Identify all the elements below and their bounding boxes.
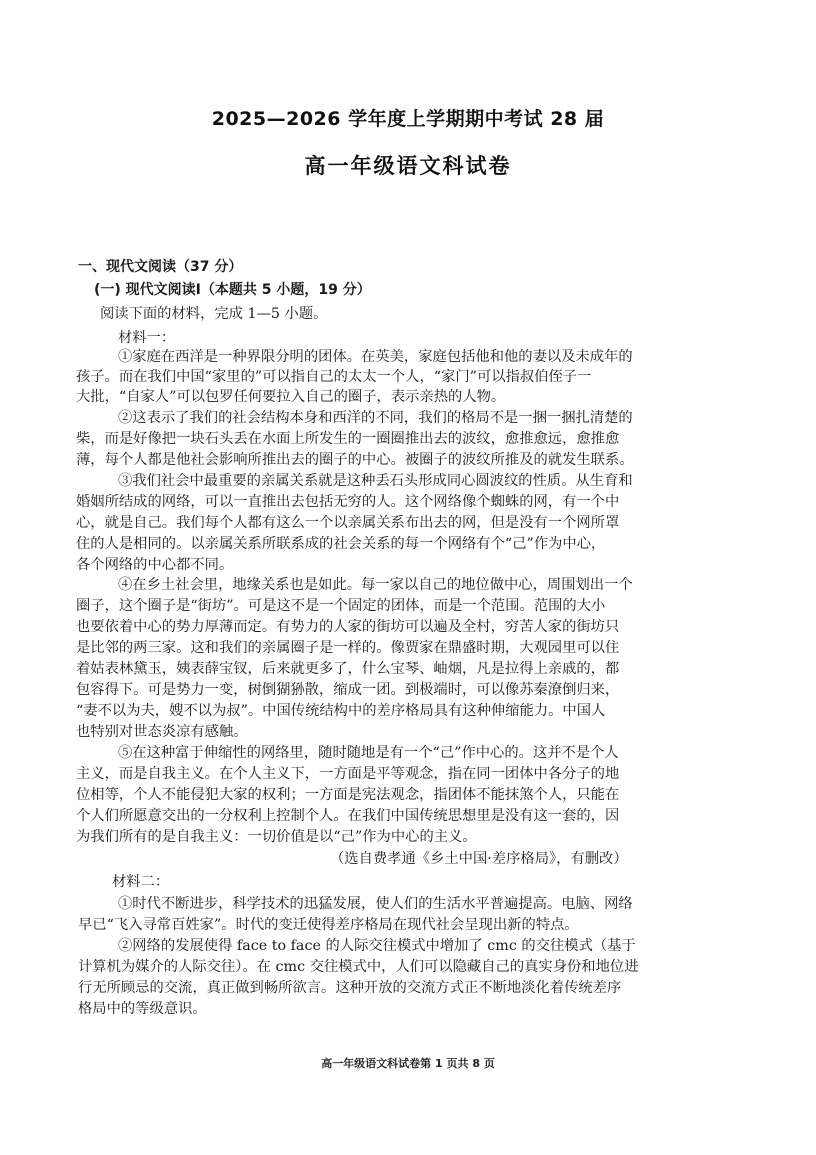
text-line: 着姑表林黛玉，姨表薛宝钗，后来就更多了，什么宝琴、岫烟，凡是拉得上亲戚的，都 [76, 661, 620, 677]
section-heading: 一、现代文阅读（37 分） [78, 259, 243, 275]
page-footer: 高一年级语文科试卷第 1 页共 8 页 [321, 1057, 495, 1070]
material-2-label: 材料二： [112, 874, 170, 890]
text-line: ⑤在这种富于伸缩性的网络里，随时随地是有一个“己”作中心的。这并不是个人 [118, 745, 619, 761]
text-line: 主义，而是自我主义。在个人主义下，一方面是平等观念，指在同一团体中各分子的地 [76, 766, 620, 782]
text-line: 婚姻所结成的网络，可以一直推出去包括无穷的人。这个网络像个蜘蛛的网，有一个中 [76, 494, 620, 510]
text-line: 各个网络的中心都不同。 [76, 557, 234, 573]
text-line: 是比邻的两三家。这和我们的亲属圈子是一样的。像贾家在鼎盛时期，大观园里可以住 [76, 640, 620, 656]
text-line: ②网络的发展使得 face to face 的人际交往模式中增加了 cmc 的交往模式（基于 [118, 938, 636, 954]
section-subheading: (一) 现代文阅读Ⅰ（本题共 5 小题，19 分） [94, 282, 371, 298]
material-1-source: （选自费孝通《乡土中国·差序格局》，有删改） [330, 851, 628, 867]
section-instruction: 阅读下面的材料，完成 1—5 小题。 [100, 306, 328, 322]
text-line: 薄，每个人都是他社会影响所推出去的圈子的中心。被圈子的波纹所推及的就发生联系。 [76, 452, 634, 468]
text-line: ④在乡土社会里，地缘关系也是如此。每一家以自己的地位做中心，周围划出一个 [118, 577, 633, 593]
text-line: 柴，而是好像把一块石头丢在水面上所发生的一圈圈推出去的波纹，愈推愈远，愈推愈 [76, 431, 620, 447]
text-line: 计算机为媒介的人际交往）。在 cmc 交往模式中，人们可以隐藏自己的真实身份和地位进 [78, 959, 639, 975]
text-line: 也特别对世态炎凉有感触。 [76, 724, 248, 740]
text-line: 为我们所有的是自我主义：一切价值是以“己”作为中心的主义。 [76, 829, 477, 845]
text-line: 住的人是相同的。以亲属关系所联系成的社会关系的每一个网络有个“己”作为中心， [76, 536, 606, 552]
text-line: 位相等，个人不能侵犯大家的权利；一方面是宪法观念，指团体不能抹煞个人，只能在 [76, 787, 620, 803]
text-line: 孩子。而在我们中国“家里的”可以指自己的太太一个人，“家门”可以指叔伯侄子一 [76, 369, 592, 385]
material-1-label: 材料一： [118, 330, 176, 346]
text-line: 包容得下。可是势力一变，树倒猢狲散，缩成一团。到极端时，可以像苏秦潦倒归来， [76, 682, 620, 698]
text-line: ③我们社会中最重要的亲属关系就是这种丢石头形成同心圆波纹的性质。从生育和 [118, 473, 633, 489]
text-line: ①时代不断进步，科学技术的迅猛发展，使人们的生活水平普遍提高。电脑、网络 [118, 896, 633, 912]
text-line: 大批，“自家人”可以包罗任何要拉入自己的圈子，表示亲热的人物。 [76, 389, 506, 405]
text-line: ①家庭在西洋是一种界限分明的团体。在英美，家庭包括他和他的妻以及未成年的 [118, 349, 633, 365]
text-line: 个人们所愿意交出的一分权利上控制个人。在我们中国传统思想里是没有这一套的，因 [76, 808, 620, 824]
exam-subtitle: 高一年级语文科试卷 [304, 154, 512, 178]
text-line: 早已“飞入寻常百姓家”。时代的变迁使得差序格局在现代社会呈现出新的特点。 [78, 917, 579, 933]
text-line: 圈子，这个圈子是“街坊”。可是这不是一个固定的团体，而是一个范围。范围的大小 [76, 598, 606, 614]
text-line: “妻不以为夫，嫂不以为叔”。中国传统结构中的差序格局具有这种伸缩能力。中国人 [76, 703, 606, 719]
text-line: 格局中的等级意识。 [78, 1001, 207, 1017]
text-line: 心，就是自己。我们每个人都有这么一个以亲属关系布出去的网，但是没有一个网所罩 [76, 515, 620, 531]
text-line: 也要依着中心的势力厚薄而定。有势力的人家的街坊可以遍及全村，穷苦人家的街坊只 [76, 619, 620, 635]
exam-title: 2025—2026 学年度上学期期中考试 28 届 [211, 108, 605, 130]
text-line: 行无所顾忌的交流，真正做到畅所欲言。这种开放的交流方式正不断地淡化着传统差序 [78, 980, 622, 996]
text-line: ②这表示了我们的社会结构本身和西洋的不同，我们的格局不是一捆一捆扎清楚的 [118, 410, 633, 426]
